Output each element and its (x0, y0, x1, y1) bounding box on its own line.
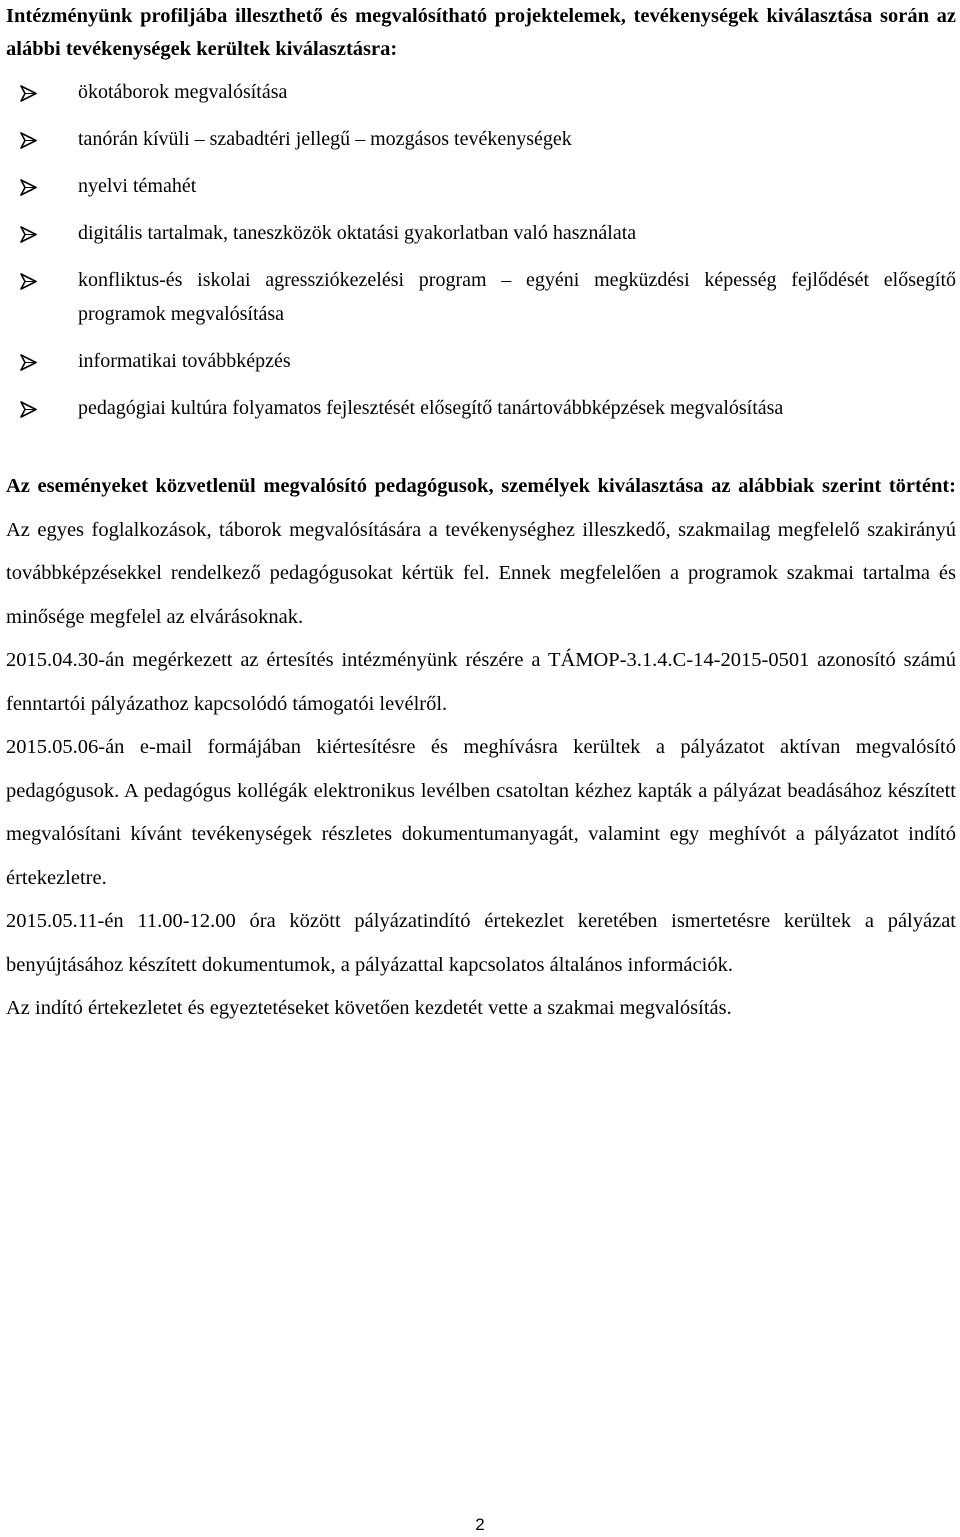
arrow-bullet-icon (20, 273, 38, 290)
list-item (6, 75, 956, 109)
paragraph-implementation-start: Az indító értekezletet és egyeztetéseket követően kezdetét vette a szakmai megvalósítás. (6, 997, 732, 1019)
paragraph-kickoff-meeting: 2015.05.11-én 11.00-12.00 óra között pályázatindító értekezlet keretében ismertetésre kerültek a pályázat benyújtásához készített dokumentumok, a pályázattal kapcsolatos általános információk. (6, 910, 956, 976)
arrow-bullet-icon (20, 179, 38, 196)
events-paragraph (6, 465, 956, 639)
list-item (6, 391, 956, 425)
activity-list (6, 75, 956, 425)
arrow-bullet-icon (20, 132, 38, 149)
events-heading: Az eseményeket közvetlenül megvalósító pedagógusok, személyek kiválasztása az alábbiak szerint történt: (6, 475, 956, 497)
list-item (6, 263, 956, 331)
list-item-text: pedagógiai kultúra folyamatos fejlesztését elősegítő tanártovábbképzések megvalósítása (78, 397, 784, 419)
list-item-text: ökotáborok megvalósítása (78, 81, 288, 103)
page-number: 2 (475, 1515, 485, 1534)
paragraph-invitation: 2015.05.06-án e-mail formájában kiértesítésre és meghívásra kerültek a pályázatot aktívan megvalósító pedagógusok. A pedagógus kollégák elektronikus levélben csatoltan kézhez kapták a pályázat beadásához készített megvalósítani kívánt tevékenységek részletes dokumentumanyagát, valamint egy meghívót a pályázatot indító értekezletre. (6, 736, 956, 889)
intro-heading: Intézményünk profiljába illeszthető és megvalósítható projektelemek, tevékenységek kiválasztása során az alábbi tevékenységek kerültek kiválasztásra: (6, 5, 956, 60)
list-item (6, 122, 956, 156)
events-text: Az egyes foglalkozások, táborok megvalósítására a tevékenységhez illeszkedő, szakmailag megfelelő szakirányú továbbképzésekkel rendelkező pedagógusokat kértük fel. Ennek megfelelően a programok szakmai tartalma és minősége megfelel az elvárásoknak. (6, 518, 956, 628)
list-item-text: konfliktus-és iskolai agressziókezelési program – egyéni megküzdési képesség fejlődését elősegítő programok megvalósítása (78, 269, 956, 325)
arrow-bullet-icon (20, 85, 38, 102)
arrow-bullet-icon (20, 226, 38, 243)
arrow-bullet-icon (20, 401, 38, 418)
list-item-text: informatikai továbbképzés (78, 350, 291, 372)
list-item (6, 169, 956, 203)
list-item-text: digitális tartalmak, taneszközök oktatási gyakorlatban való használata (78, 222, 637, 244)
list-item-text: tanórán kívüli – szabadtéri jellegű – mozgásos tevékenységek (78, 128, 572, 150)
document-page (6, 0, 956, 1031)
list-item (6, 216, 956, 250)
paragraph-notification: 2015.04.30-án megérkezett az értesítés intézményünk részére a TÁMOP-3.1.4.C-14-2015-0501 azonosító számú fenntartói pályázathoz kapcsolódó támogatói levélről. (6, 649, 956, 715)
list-item (6, 344, 956, 378)
list-item-text: nyelvi témahét (78, 175, 197, 197)
arrow-bullet-icon (20, 354, 38, 371)
